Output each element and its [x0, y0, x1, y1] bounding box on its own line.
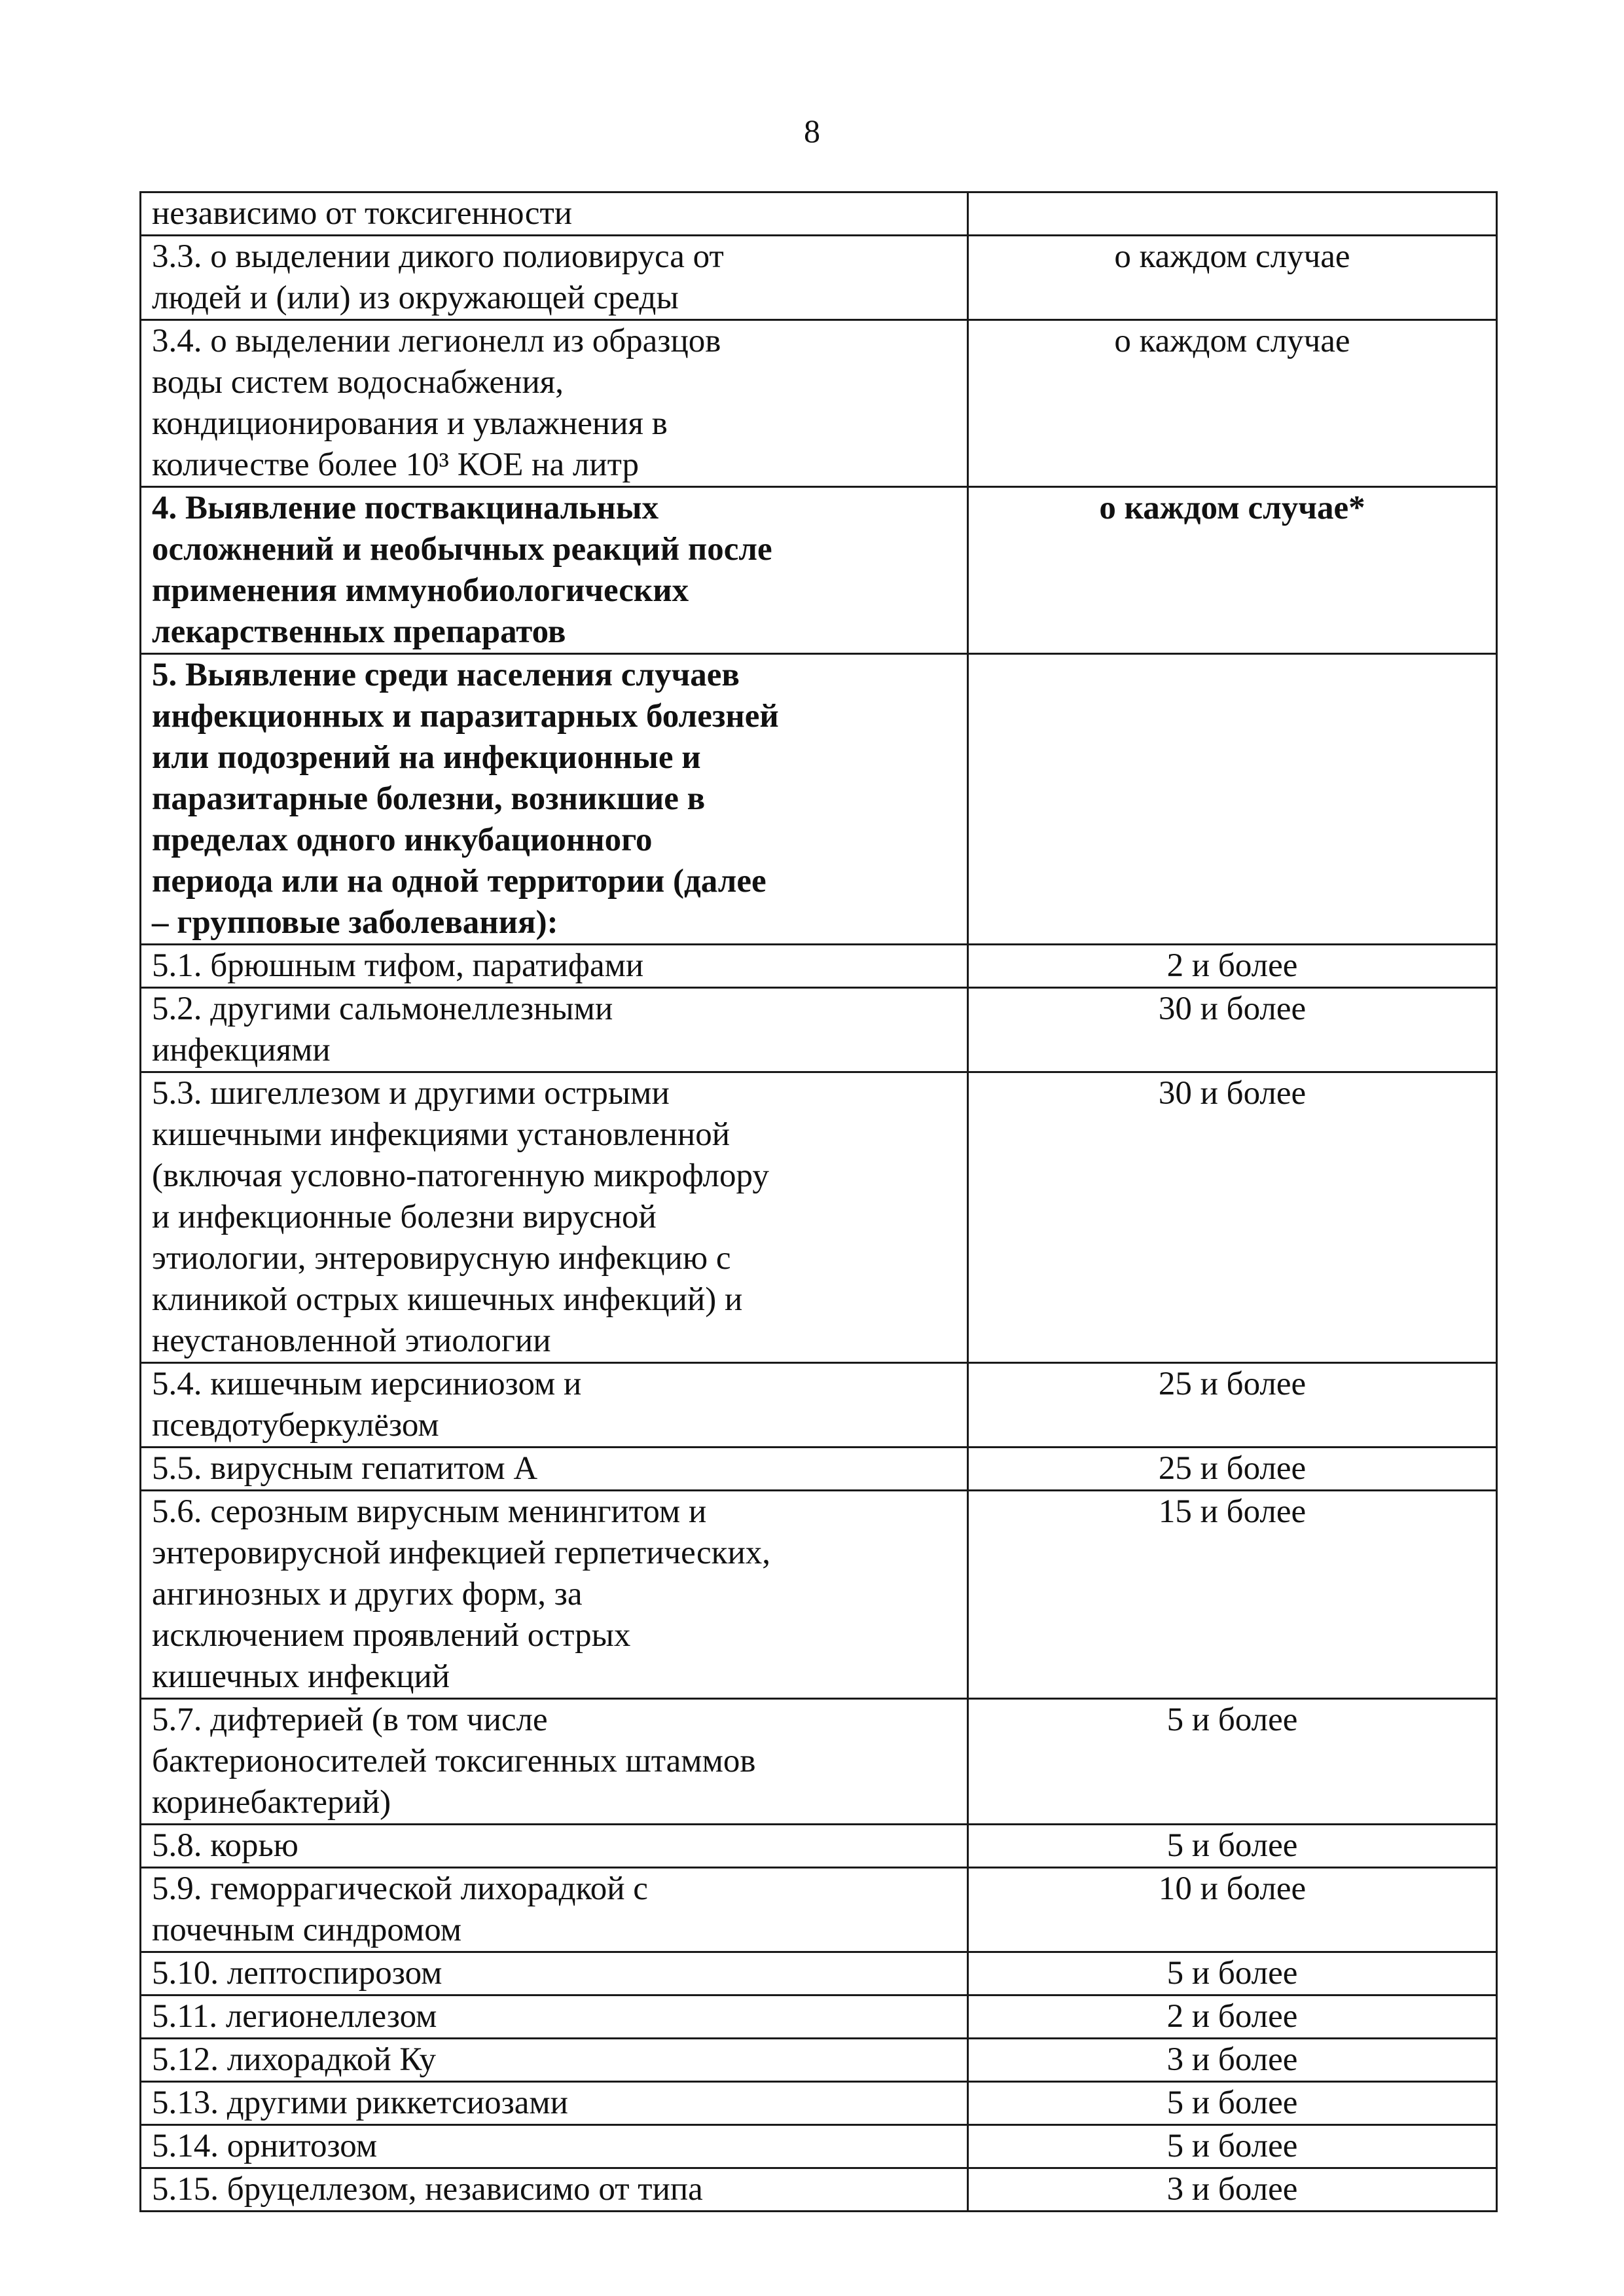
threshold-text: 5 и более — [1166, 1702, 1298, 1738]
criterion-text: независимо от токсигенности — [152, 195, 573, 232]
criterion-cell — [141, 192, 968, 236]
threshold-cell — [968, 1699, 1497, 1825]
criterion-text: 5.14. орнитозом — [152, 2128, 378, 2164]
threshold-text: 5 и более — [1166, 2085, 1298, 2121]
threshold-text: 30 и более — [1158, 991, 1307, 1027]
criterion-text: 5.9. геморрагической лихорадкой с почечным синдромом — [152, 1870, 648, 1948]
table-row — [141, 2168, 1497, 2212]
threshold-cell — [968, 988, 1497, 1072]
criterion-cell — [141, 2039, 968, 2082]
threshold-cell — [968, 2082, 1497, 2125]
threshold-cell — [968, 1825, 1497, 1868]
threshold-text: 15 и более — [1158, 1493, 1307, 1530]
criterion-cell — [141, 1699, 968, 1825]
threshold-cell — [968, 1448, 1497, 1491]
criterion-text: 3.4. о выделении легионелл из образцов воды систем водоснабжения, кондиционирования и увлажнения в количестве более 10³ КОЕ на литр — [152, 323, 721, 483]
criterion-cell — [141, 1363, 968, 1448]
table-row — [141, 192, 1497, 236]
threshold-cell — [968, 945, 1497, 988]
threshold-text: 3 и более — [1166, 2041, 1298, 2078]
threshold-text: 2 и более — [1166, 1998, 1298, 2035]
threshold-text: 5 и более — [1166, 2128, 1298, 2164]
threshold-cell — [968, 1868, 1497, 1952]
criterion-text: 5.6. серозным вирусным менингитом и энтеровирусной инфекцией герпетических, ангинозных и других форм, за исключением проявлений острых кишечных инфекций — [152, 1493, 770, 1695]
criterion-cell — [141, 2082, 968, 2125]
table-row-section-heading — [141, 654, 1497, 945]
criterion-text: 5. Выявление среди населения случаев инфекционных и паразитарных болезней или подозрений на инфекционные и паразитарные болезни, возникшие в пределах одного инкубационного периода или на одной территории (далее – групповые заболевания): — [152, 657, 779, 941]
criterion-cell — [141, 487, 968, 654]
criterion-cell — [141, 2168, 968, 2212]
criterion-text: 5.12. лихорадкой Ку — [152, 2041, 437, 2078]
table-row — [141, 1072, 1497, 1363]
criterion-text: 5.11. легионеллезом — [152, 1998, 437, 2035]
table-row — [141, 2039, 1497, 2082]
criterion-cell — [141, 236, 968, 320]
table-row-section-heading — [141, 487, 1497, 654]
table-row — [141, 1448, 1497, 1491]
criterion-cell — [141, 988, 968, 1072]
threshold-text: 30 и более — [1158, 1075, 1307, 1112]
table-row — [141, 1825, 1497, 1868]
threshold-cell — [968, 2039, 1497, 2082]
table-row — [141, 1491, 1497, 1699]
criterion-text: 5.7. дифтерией (в том числе бактерионосителей токсигенных штаммов коринебактерий) — [152, 1702, 756, 1821]
table-row — [141, 236, 1497, 320]
criterion-text: 5.5. вирусным гепатитом А — [152, 1450, 538, 1487]
table-row — [141, 1995, 1497, 2039]
criterion-cell — [141, 654, 968, 945]
threshold-cell — [968, 192, 1497, 236]
threshold-cell — [968, 2125, 1497, 2168]
table-row — [141, 320, 1497, 487]
threshold-cell — [968, 2168, 1497, 2212]
criterion-text: 4. Выявление поствакцинальных осложнений и необычных реакций после применения иммунобиологических лекарственных препаратов — [152, 490, 772, 650]
threshold-cell — [968, 1491, 1497, 1699]
table-row — [141, 1363, 1497, 1448]
criterion-text: 5.3. шигеллезом и другими острыми кишечными инфекциями установленной (включая условно-патогенную микрофлору и инфекционные болезни вирусной этиологии, энтеровирусную инфекцию с клиникой острых кишечных инфекций) и неустановленной этиологии — [152, 1075, 769, 1359]
criterion-cell — [141, 1072, 968, 1363]
threshold-text: о каждом случае — [1114, 323, 1350, 359]
page-number: 8 — [804, 113, 820, 149]
threshold-text: о каждом случае* — [1099, 490, 1365, 526]
criterion-cell — [141, 320, 968, 487]
table-row — [141, 1952, 1497, 1995]
threshold-text: 25 и более — [1158, 1366, 1307, 1402]
threshold-text: 5 и более — [1166, 1827, 1298, 1864]
threshold-cell — [968, 236, 1497, 320]
criterion-cell — [141, 1491, 968, 1699]
table-row — [141, 2082, 1497, 2125]
threshold-text: 10 и более — [1158, 1870, 1307, 1907]
table-row — [141, 1868, 1497, 1952]
threshold-cell — [968, 1363, 1497, 1448]
threshold-cell — [968, 1952, 1497, 1995]
criterion-cell — [141, 1825, 968, 1868]
threshold-text: 25 и более — [1158, 1450, 1307, 1487]
table-row — [141, 988, 1497, 1072]
criterion-text: 5.2. другими сальмонеллезными инфекциями — [152, 991, 613, 1068]
criterion-text: 5.15. бруцеллезом, независимо от типа — [152, 2171, 703, 2208]
threshold-cell — [968, 1995, 1497, 2039]
criterion-text: 5.8. корью — [152, 1827, 298, 1864]
criterion-cell — [141, 945, 968, 988]
threshold-text: 5 и более — [1166, 1955, 1298, 1992]
notification-criteria-table — [139, 191, 1498, 2212]
criterion-cell — [141, 1995, 968, 2039]
criterion-text: 5.13. другими риккетсиозами — [152, 2085, 568, 2121]
criterion-cell — [141, 2125, 968, 2168]
criterion-cell — [141, 1448, 968, 1491]
table-row — [141, 2125, 1497, 2168]
criterion-cell — [141, 1868, 968, 1952]
threshold-cell — [968, 1072, 1497, 1363]
notification-criteria-table-container — [139, 191, 1496, 2212]
threshold-cell — [968, 320, 1497, 487]
table-row — [141, 945, 1497, 988]
threshold-text: 2 и более — [1166, 947, 1298, 984]
criterion-text: 5.10. лептоспирозом — [152, 1955, 442, 1992]
threshold-cell — [968, 487, 1497, 654]
threshold-cell — [968, 654, 1497, 945]
criterion-text: 5.4. кишечным иерсиниозом и псевдотуберкулёзом — [152, 1366, 582, 1444]
threshold-text: о каждом случае — [1114, 238, 1350, 275]
criterion-text: 3.3. о выделении дикого полиовируса от людей и (или) из окружающей среды — [152, 238, 724, 316]
criterion-text: 5.1. брюшным тифом, паратифами — [152, 947, 644, 984]
threshold-text: 3 и более — [1166, 2171, 1298, 2208]
criterion-cell — [141, 1952, 968, 1995]
table-row — [141, 1699, 1497, 1825]
